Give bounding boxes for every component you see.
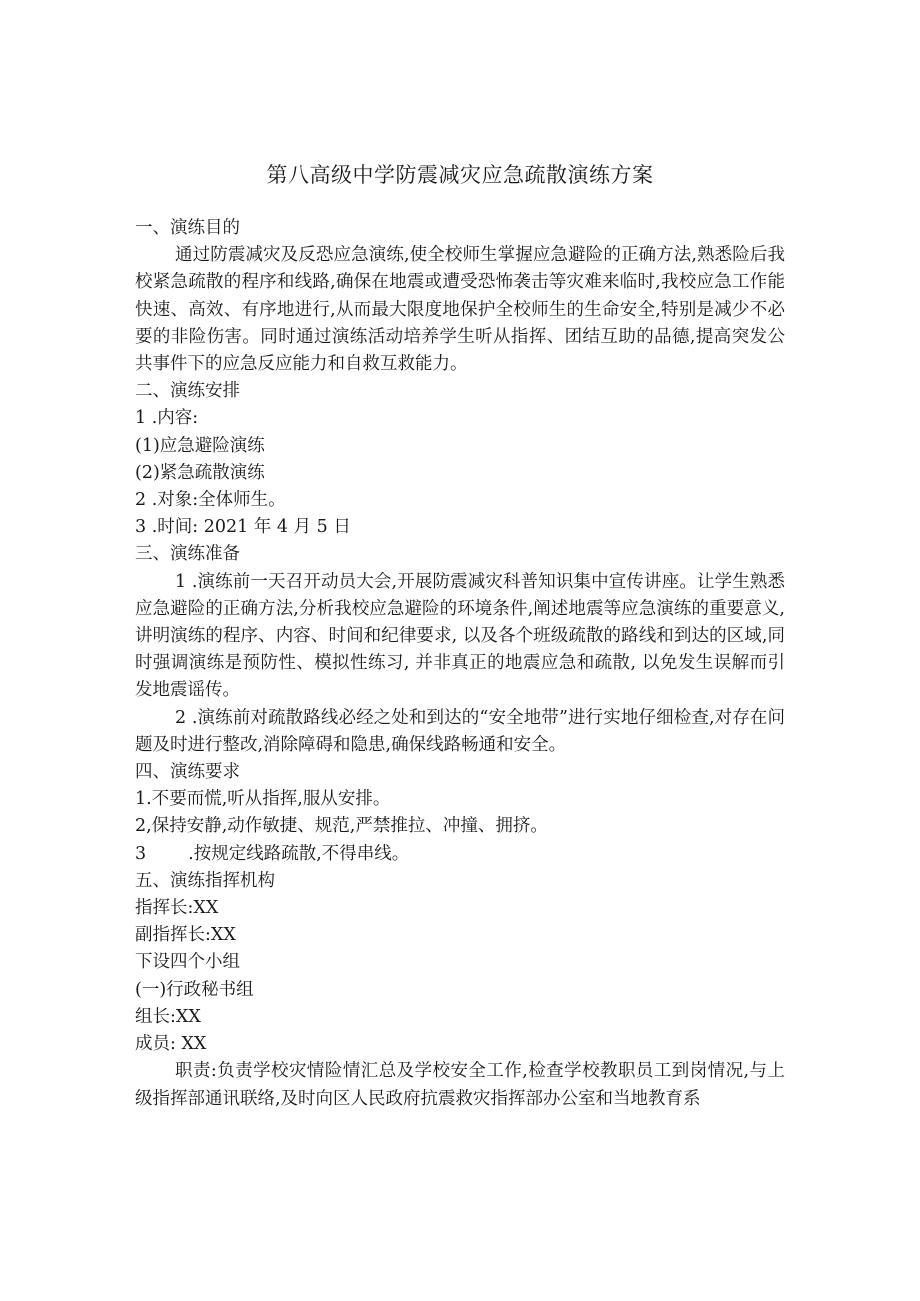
section-heading-command: 五、演练指挥机构 [135, 870, 275, 891]
requirement-item-3 [135, 841, 785, 868]
vice-commander: 副指挥长:XX [135, 925, 236, 946]
section-heading-purpose: 一、演练目的 [135, 218, 240, 238]
commander: 指挥长:XX [135, 898, 219, 919]
requirement-item-3-text: .按规定线路疏散,不得串线。 [188, 843, 410, 864]
purpose-paragraph: 通过防震减灾及反恐应急演练,使全校师生掌握应急避险的正确方法,熟悉险后我校紧急疏散的程序和线路,确保在地震或遭受恐怖袭击等灾难来临时,我校应急工作能快速、高效、有序地进行,从而最大限度地保护全校师生的生命安全,特别是减少不必要的非险伤害。同时通过演练活动培养学生听从指挥、团结互助的品德,提高突发公共事件下的应急反应能力和自救互救能力。 [135, 245, 785, 375]
group-leader: 组长:XX [135, 1006, 201, 1027]
preparation-paragraph-1: 1 .演练前一天召开动员大会,开展防震减灾科普知识集中宣传讲座。让学生熟悉应急避险的正确方法,分析我校应急避险的环境条件,阐述地震等应急演练的重要意义,讲明演练的程序、内容、时间和纪律要求, 以及各个班级疏散的路线和到达的区域,同时强调演练是预防性、模拟性练习, 并非真正的地震应急和疏散, 以免发生误解而引发地震谣传。 [135, 571, 785, 701]
arrangement-content-item-1: (1)应急避险演练 [135, 435, 265, 456]
arrangement-time: 3 .时间: 2021 年 4 月 5 日 [135, 517, 351, 538]
arrangement-content-item-2: (2)紧急疏散演练 [135, 462, 265, 483]
requirement-item-1: 1.不要而慌,听从指挥,服从安排。 [135, 789, 391, 810]
preparation-paragraph-2: 2 .演练前对疏散路线必经之处和到达的“安全地带”进行实地仔细检查,对存在问题及时进行整改,消除障碍和隐患,确保线路畅通和安全。 [135, 707, 785, 755]
group-members: 成员: XX [135, 1034, 207, 1055]
group-duty-paragraph: 职责:负责学校灾情险情汇总及学校安全工作,检查学校教职员工到岗情况,与上级指挥部通讯联络,及时向区人民政府抗震救灾指挥部办公室和当地教育系 [135, 1061, 785, 1109]
groups-intro: 下设四个小组 [135, 952, 240, 973]
requirement-item-3-number: 3 [135, 843, 147, 864]
section-heading-arrangement: 二、演练安排 [135, 381, 240, 402]
arrangement-content: 1 .内容: [135, 408, 199, 429]
section-heading-preparation: 三、演练准备 [135, 544, 240, 565]
requirement-item-2: 2,保持安静,动作敏捷、规范,严禁推拉、冲撞、拥挤。 [135, 816, 548, 837]
document-title: 第八高级中学防震减灾应急疏散演练方案 [266, 163, 654, 187]
section-heading-requirements: 四、演练要求 [135, 762, 240, 783]
group-admin-secretary: (一)行政秘书组 [135, 979, 254, 1000]
arrangement-target: 2 .对象:全体师生。 [135, 490, 286, 511]
document-body [135, 215, 785, 1113]
